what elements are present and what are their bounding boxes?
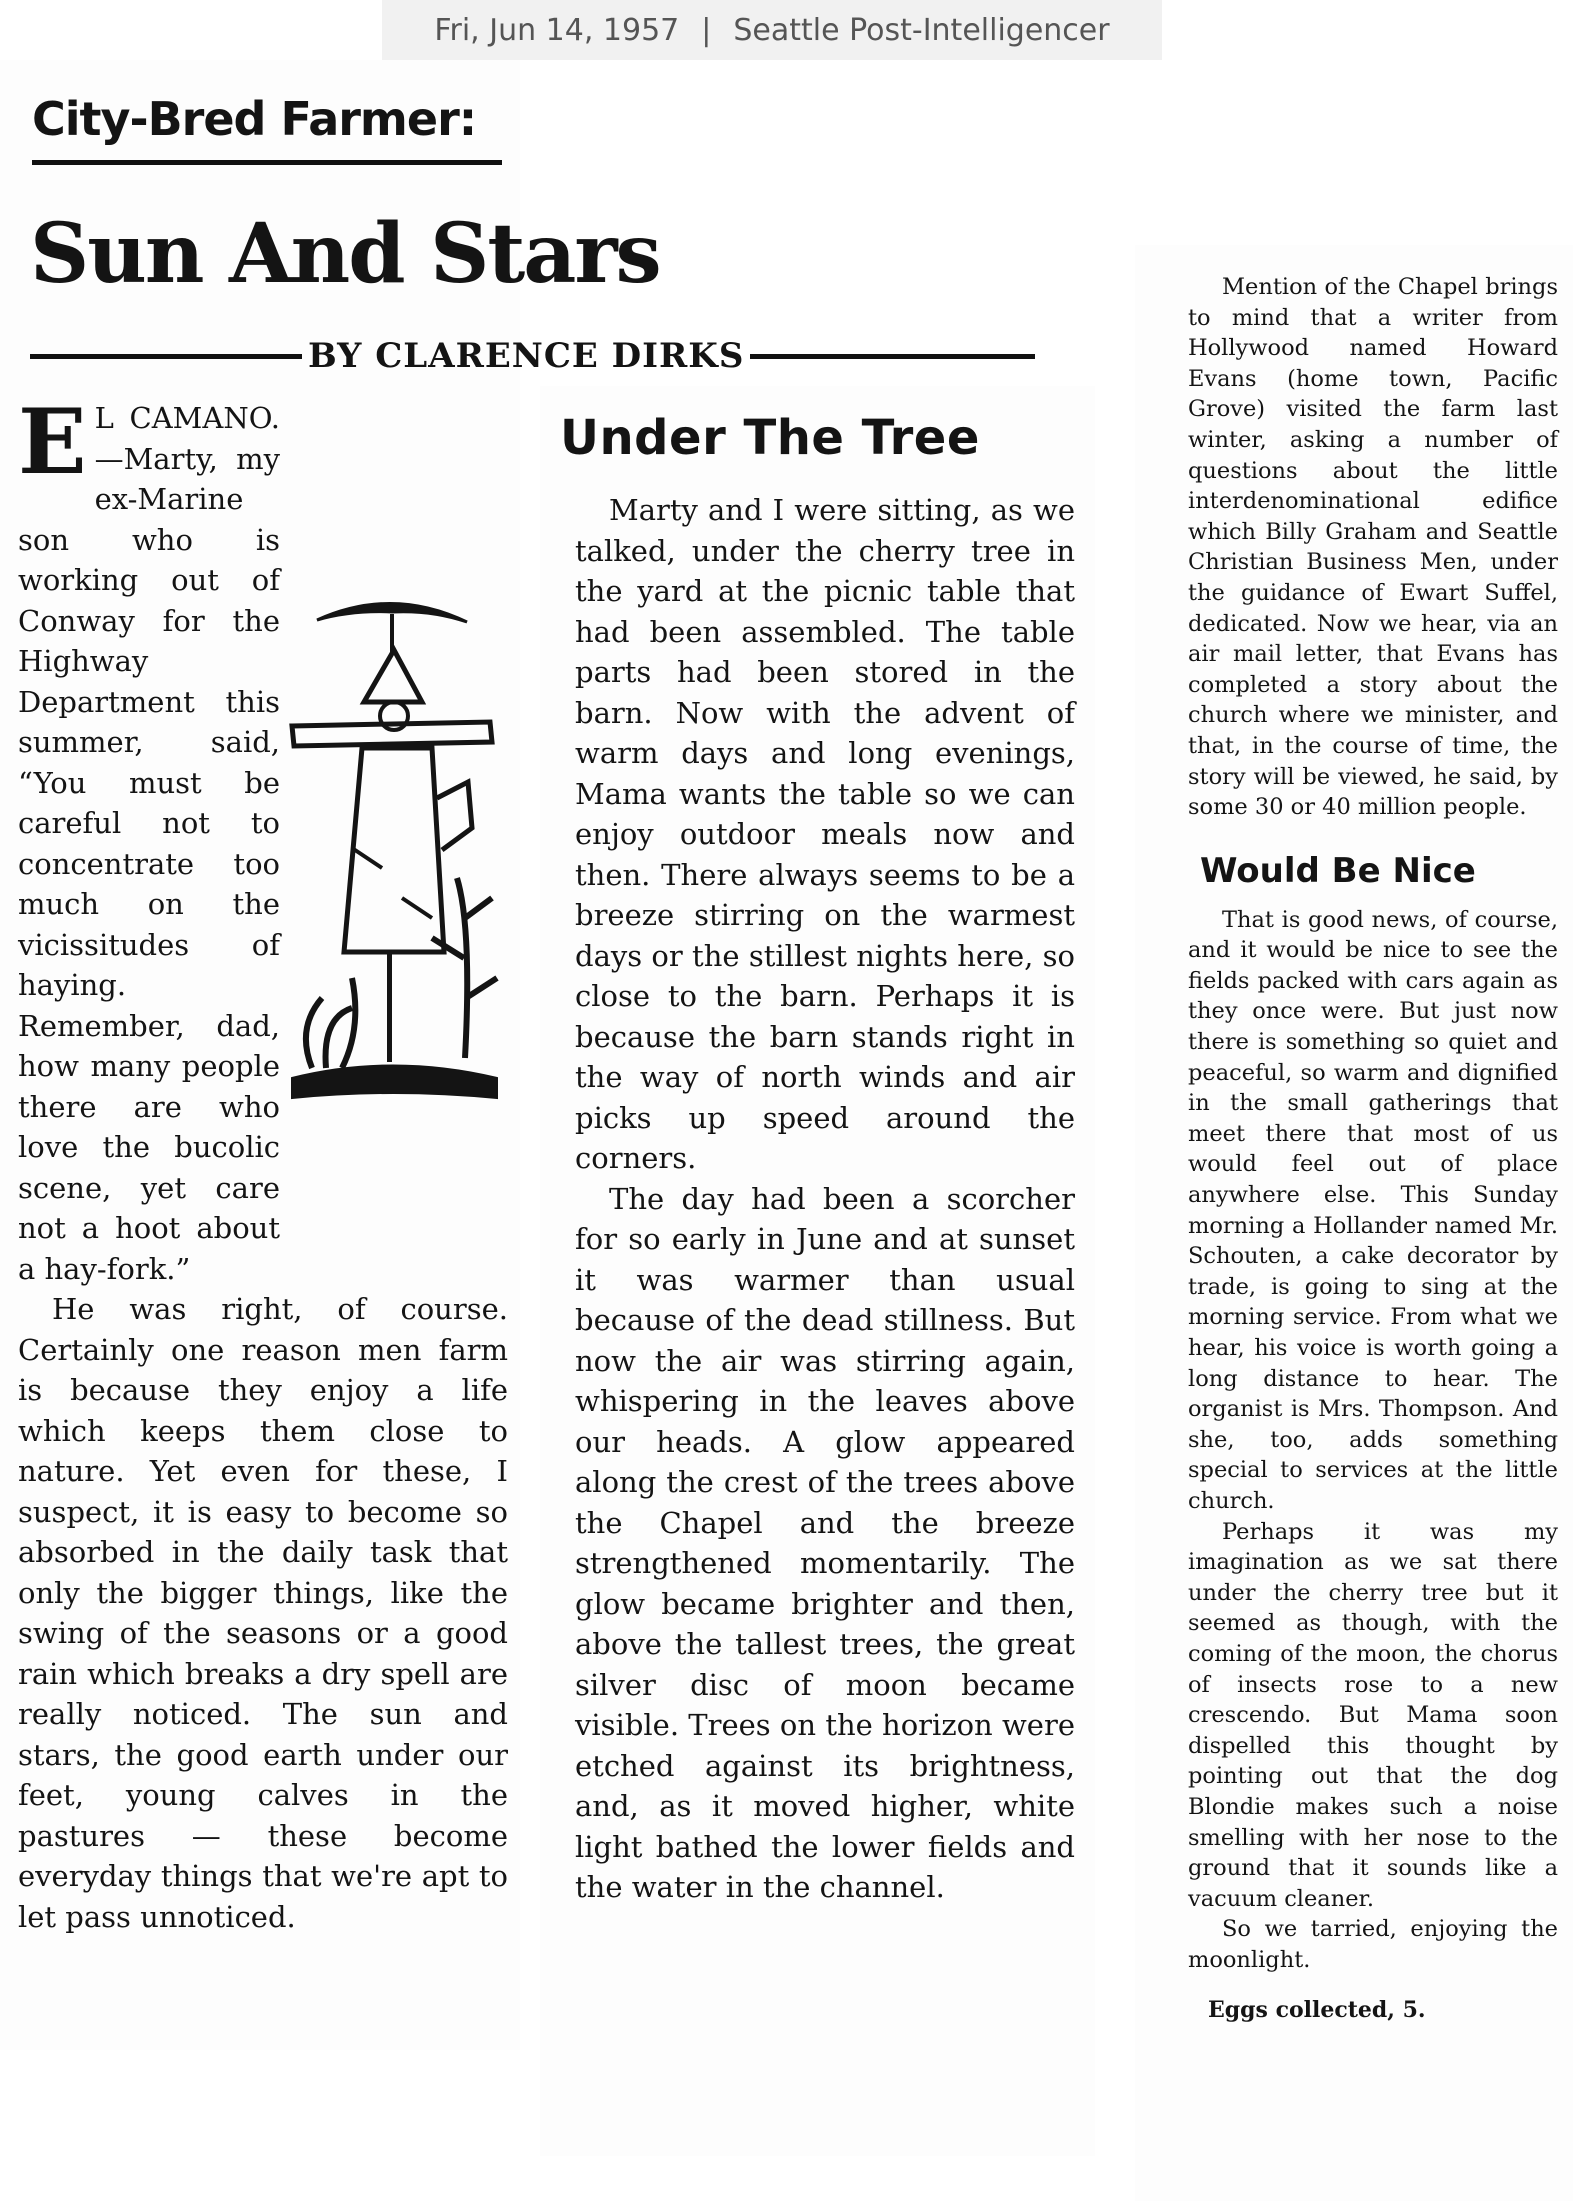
column-3-paragraph-3: Perhaps it was my imagination as we sat there under the cherry tree but it seemed as though, with the coming of the moon, the chorus of insects rose to a new crescendo. But Mama soon dispelled this thought by pointing out that the dog Blondie makes such a noise smelling with her nose to the ground that it sounds like a vacuum cleaner.	[1188, 1518, 1558, 1912]
section-heading-under-the-tree: Under The Tree	[560, 410, 980, 466]
byline: BY CLARENCE DIRKS	[308, 336, 745, 376]
column-1-paragraph-1: L CAMANO.—Marty, my ex-Marine son who is working out of Conway for the Highway Department this summer, said, “You must be careful not to concentrate too much on the vicissitudes of haying. Remember, dad, how many people there are who love the bucolic scene, yet care not a hoot about a hay-fork.”	[18, 401, 280, 1286]
column-2-paragraph-1: Marty and I were sitting, as we talked, under the cherry tree in the yard at the picnic table that had been assembled. The table parts had been stored in the barn. Now with the advent of warm days and long evenings, Mama wants the table so we can enjoy outdoor meals now and then. There always seems to be a breeze stirring on the warmest days or the stillest nights here, so close to the barn. Perhaps it is because the barn stands right in the way of north winds and air picks up speed around the corners.	[575, 493, 1075, 1175]
article-kicker: City-Bred Farmer:	[32, 92, 502, 165]
column-1-paragraph-2: He was right, of course. Certainly one reason men farm is because they enjoy a life which keeps them close to nature. Yet even for these, I suspect, it is easy to become so absorbed in the daily task that only the bigger things, like the swing of the seasons or a good rain which breaks a dry spell are really noticed. The sun and stars, the good earth under our feet, young calves in the pastures — these become everyday things that we're apt to let pass unnoticed.	[18, 1292, 508, 1934]
byline-rule-right	[750, 354, 1035, 359]
drop-cap: E	[18, 389, 87, 495]
article-title: Sun And Stars	[30, 206, 660, 302]
byline-rule-left	[30, 354, 302, 359]
column-2	[575, 490, 1075, 1908]
column-3-paragraph-2: That is good news, of course, and it would be nice to see the fields packed with cars again as they once were. But just now there is something so quiet and peaceful, so warm and dignified in the small gatherings that meet there that most of us would feel out of place anywhere else. This Sunday morning a Hollander named Mr. Schouten, a cake decorator by trade, is going to sing at the morning service. From what we hear, his voice is worth going a long distance to hear. The organist is Mrs. Thompson. And she, too, adds something special to services at the little church.	[1188, 906, 1558, 1514]
column-3	[1188, 272, 1558, 2023]
clipping-header	[382, 0, 1162, 60]
column-1	[18, 389, 508, 1937]
publication-name: Seattle Post-Intelligencer	[733, 12, 1110, 48]
column-3-paragraph-1: Mention of the Chapel brings to mind that a writer from Hollywood named Howard Evans (home town, Pacific Grove) visited the farm last winter, asking a number of questions about the little interdenominational edifice which Billy Graham and Seattle Christian Business Men, under the guidance of Ewart Suffel, dedicated. Now we hear, via an air mail letter, that Evans has completed a story about the church where we minister, and that, in the course of time, the story will be viewed, he said, by some 30 or 40 million people.	[1188, 274, 1558, 821]
section-heading-would-be-nice: Would Be Nice	[1200, 850, 1476, 891]
header-separator: |	[701, 12, 712, 48]
eggs-collected: Eggs collected, 5.	[1208, 1997, 1426, 2024]
column-3-paragraph-4: So we tarried, enjoying the moonlight.	[1188, 1916, 1558, 1973]
byline-row	[30, 336, 1035, 376]
publication-date: Fri, Jun 14, 1957	[434, 12, 680, 48]
column-2-paragraph-2: The day had been a scorcher for so early in June and at sunset it was warmer than usual because of the dead stillness. But now the air was stirring again, whispering in the leaves above our heads. A glow appeared along the crest of the trees above the Chapel and the breeze strengthened momentarily. The glow became brighter and then, above the tallest trees, the great silver disc of moon became visible. Trees on the horizon were etched against its brightness, and, as it moved higher, white light bathed the lower fields and the water in the channel.	[575, 1181, 1075, 1904]
